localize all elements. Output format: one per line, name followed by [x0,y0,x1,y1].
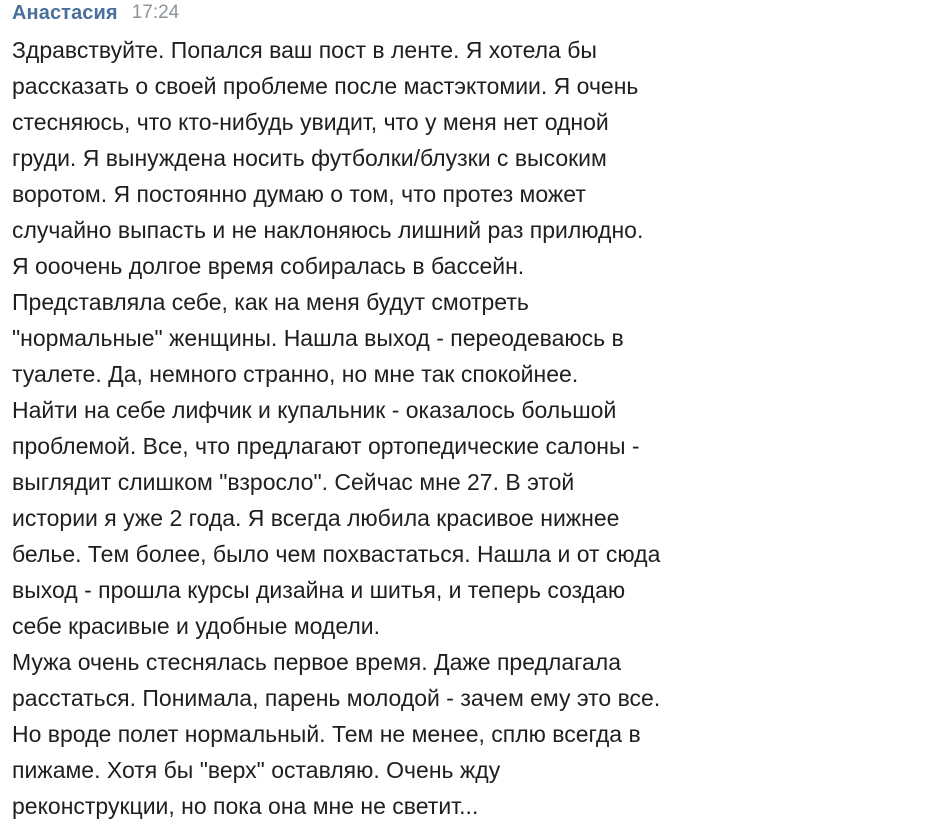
message-line: белье. Тем более, было чем похвастаться. Нашла и от сюда [12,541,661,567]
message-line: Я ооочень долгое время собиралась в бассейн. [12,253,525,279]
author-name[interactable]: Анастасия [12,1,118,24]
message-line: воротом. Я постоянно думаю о том, что протез может [12,181,586,207]
message-line: Но вроде полет нормальный. Тем не менее, сплю всегда в [12,721,641,747]
message-line: Представляла себе, как на меня будут смотреть [12,289,529,315]
message-body [12,32,932,824]
message-line: случайно выпасть и не наклоняюсь лишний раз прилюдно. [12,217,644,243]
message-line: "нормальные" женщины. Нашла выход - переодеваюсь в [12,325,624,351]
message-line: выход - прошла курсы дизайна и шитья, и теперь создаю [12,577,626,603]
message-line: груди. Я вынуждена носить футболки/блузки с высоким [12,145,607,171]
message-line: Здравствуйте. Попался ваш пост в ленте. Я хотела бы [12,37,597,63]
message-line: себе красивые и удобные модели. [12,613,381,639]
message-header [12,0,932,26]
message-line: стесняюсь, что кто-нибудь увидит, что у меня нет одной [12,109,609,135]
chat-message [12,0,932,824]
message-line: расстаться. Понимала, парень молодой - зачем ему это все. [12,685,661,711]
message-line: пижаме. Хотя бы "верх" оставляю. Очень жду [12,757,501,783]
message-line: Найти на себе лифчик и купальник - оказалось большой [12,397,617,423]
message-line: истории я уже 2 года. Я всегда любила красивое нижнее [12,505,620,531]
message-line: проблемой. Все, что предлагают ортопедические салоны - [12,433,640,459]
message-timestamp: 17:24 [131,2,180,23]
message-line: выглядит слишком "взросло". Сейчас мне 27. В этой [12,469,575,495]
message-line: Мужа очень стеснялась первое время. Даже предлагала [12,649,621,675]
message-line: туалете. Да, немного странно, но мне так спокойнее. [12,361,579,387]
message-line: реконструкции, но пока она мне не светит... [12,793,479,819]
message-line: рассказать о своей проблеме после мастэктомии. Я очень [12,73,639,99]
